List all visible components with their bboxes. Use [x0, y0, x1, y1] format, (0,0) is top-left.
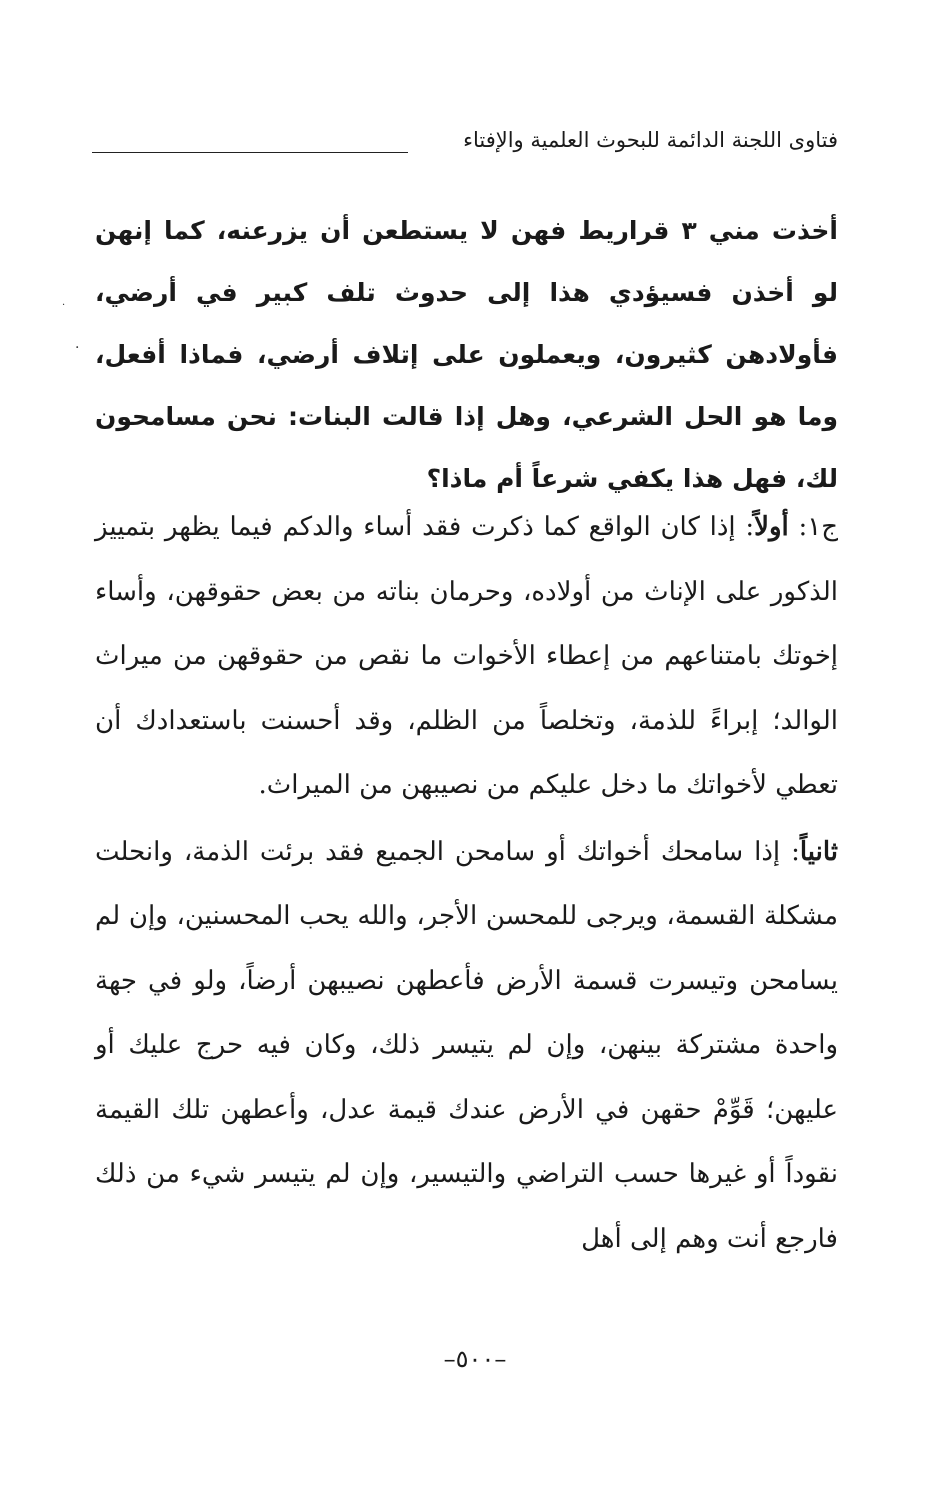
answer-body	[95, 495, 838, 1271]
answer-lead-first: أولاً	[754, 512, 789, 542]
answer-paragraph-1-text: : إذا كان الواقع كما ذكرت فقد أساء والدكم فيما يظهر بتمييز الذكور على الإناث من أولاده، وحرمان بناته من بعض حقوقهن، وأساء إخوتك بامتناعهم من إعطاء الأخوات ما نقص من حقوقهن من ميراث الوالد؛ إبراءً للذمة، وتخلصاً من الظلم، وقد أحسنت باستعدادك أن تعطي لأخواتك ما دخل عليكم من نصيبهن من الميراث.	[95, 512, 838, 800]
scan-speck: ·	[75, 340, 80, 356]
answer-paragraph-1	[95, 495, 838, 818]
answer-paragraph-2-text: : إذا سامحك أخواتك أو سامحن الجميع فقد برئت الذمة، وانحلت مشكلة القسمة، ويرجى للمحسن الأجر، والله يحب المحسنين، وإن لم يسامحن وتيسرت قسمة الأرض فأعطهن نصيبهن أرضاً، ولو في جهة واحدة مشتركة بينهن، وإن لم يتيسر ذلك، وكان فيه حرج عليك أو عليهن؛ قَوِّمْ حقهن في الأرض عندك قيمة عدل، وأعطهن تلك القيمة نقوداً أو غيرها حسب التراضي والتيسير، وإن لم يتيسر شيء من ذلك فارجع أنت وهم إلى أهل	[95, 836, 838, 1254]
answer-lead-second: ثانياً	[799, 836, 838, 867]
question-text: أخذت مني ٣ قراريط فهن لا يستطعن أن يزرعنه، كما إنهن لو أخذن فسيؤدي هذا إلى حدوث تلف كبير في أرضي، فأولادهن كثيرون، ويعملون على إتلاف أرضي، فماذا أفعل، وما هو الحل الشرعي، وهل إذا قالت البنات: نحن مسامحون لك، فهل هذا يكفي شرعاً أم ماذا؟	[95, 216, 838, 493]
running-header	[92, 128, 838, 168]
page-number: –٥٠٠–	[443, 1345, 507, 1373]
scan-speck: ·	[62, 300, 66, 311]
header-title: فتاوى اللجنة الدائمة للبحوث العلمية والإفتاء	[463, 128, 838, 152]
answer-prefix: ج١:	[788, 512, 838, 542]
header-rule	[92, 152, 408, 153]
answer-paragraph-2	[95, 820, 838, 1272]
